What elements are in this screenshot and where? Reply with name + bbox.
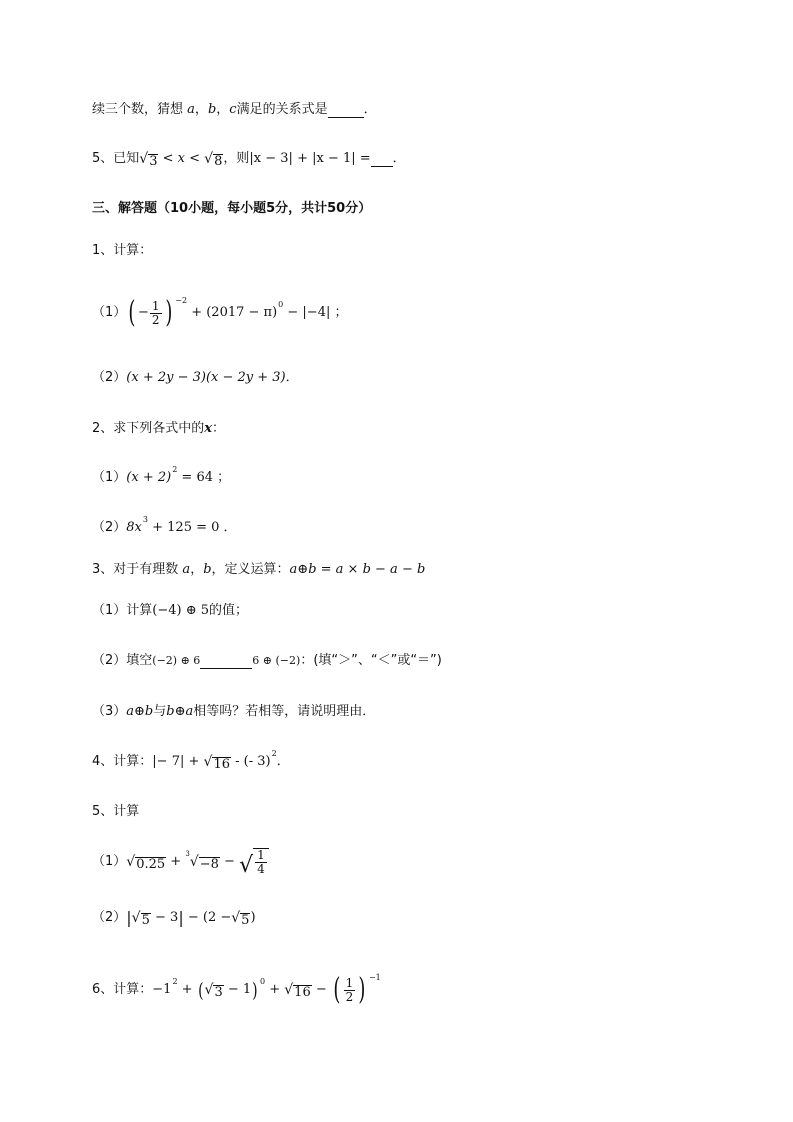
sqrt-3: √ 3 [139,151,158,169]
question-continuation: 续三个数，猜想 a ， b ， c 满足的关系式是 ． [92,102,377,117]
problem-3-part-3: （3） a⊕b 与 b⊕a 相等吗？若相等，请说明理由． [92,704,376,719]
problem-6: 6、计算： −1 2 + ( √ 3 − 1 ) 0 + √ 16 − ( $\frac{1}{2}$ ) −1 [92,972,381,1007]
question-5: 5、已知 √ 3 < x < √ 8 ，则 | x − 3 | + | x − 1 | = ． [92,151,406,169]
problem-2-title: 2、求下列各式中的 x ： [92,421,226,436]
sqrt-3: √ 3 [204,982,223,1000]
cbrt-minus-8: 3 √ −8 [185,850,219,872]
problem-5-part-1: （1） √ 0.25 + 3 √ −8 − √ $\frac{1}{4}$ [92,848,269,876]
problem-3-title: 3、对于有理数 a ， b ，定义运算： a⊕b = a × b − a − b [92,560,425,580]
sqrt-5-b: √ 5 [231,910,250,928]
operation-definition: a⊕b = a × b − a − b [289,562,426,577]
section-title: 三、解答题（10小题，每小题5分，共计50分） [92,201,372,216]
abs-x-3: x − 3 [253,151,289,166]
problem-1-part-2: （2） (x + 2y − 3)(x − 2y + 3) ． [92,370,299,385]
sqrt-8: √ 8 [204,151,223,169]
problem-1-title: 1、计算： [92,243,153,258]
problem-5-part-2: （2） | √ 5 − 3 | − (2 − √ 5 ) [92,908,256,928]
fraction-1-2: $\frac{1}{2}$ [345,975,354,1004]
answer-blank [328,103,364,118]
sqrt-16: √ 16 [284,982,311,1000]
problem-4: 4、计算： | − 7 | + √ 16 - (- 3) 2 ． [92,749,290,772]
problem-3-part-2: （2）填空 (−2) ⊕ 6 6 ⊕ (−2) ：(填“＞”、“＜”或“＝”) [92,653,442,668]
sqrt-one-quarter: √ $\frac{1}{4}$ [239,848,269,876]
abs-x-1: x − 1 [316,151,352,166]
answer-blank [371,152,393,167]
problem-2-part-2: （2） 8x 3 + 125 = 0 ． [92,515,237,535]
problem-5-title: 5、计算 [92,804,140,819]
sqrt-16: √ 16 [203,754,230,772]
fraction-1-2: $\frac{1}{2}$ [151,298,160,327]
problem-3-part-1: （1）计算 (−4) ⊕ 5 的值； [92,603,249,618]
problem-2-part-1: （1） (x + 2) 2 = 64 ； [92,465,231,485]
sqrt-5: √ 5 [131,910,150,928]
problem-1-part-1: （1） ( − $\frac{1}{2}$ ) −2 + (2017 − π) 0 − |−4| ； [92,295,348,330]
answer-blank [200,654,252,669]
sqrt-0-25: √ 0.25 [126,854,166,872]
